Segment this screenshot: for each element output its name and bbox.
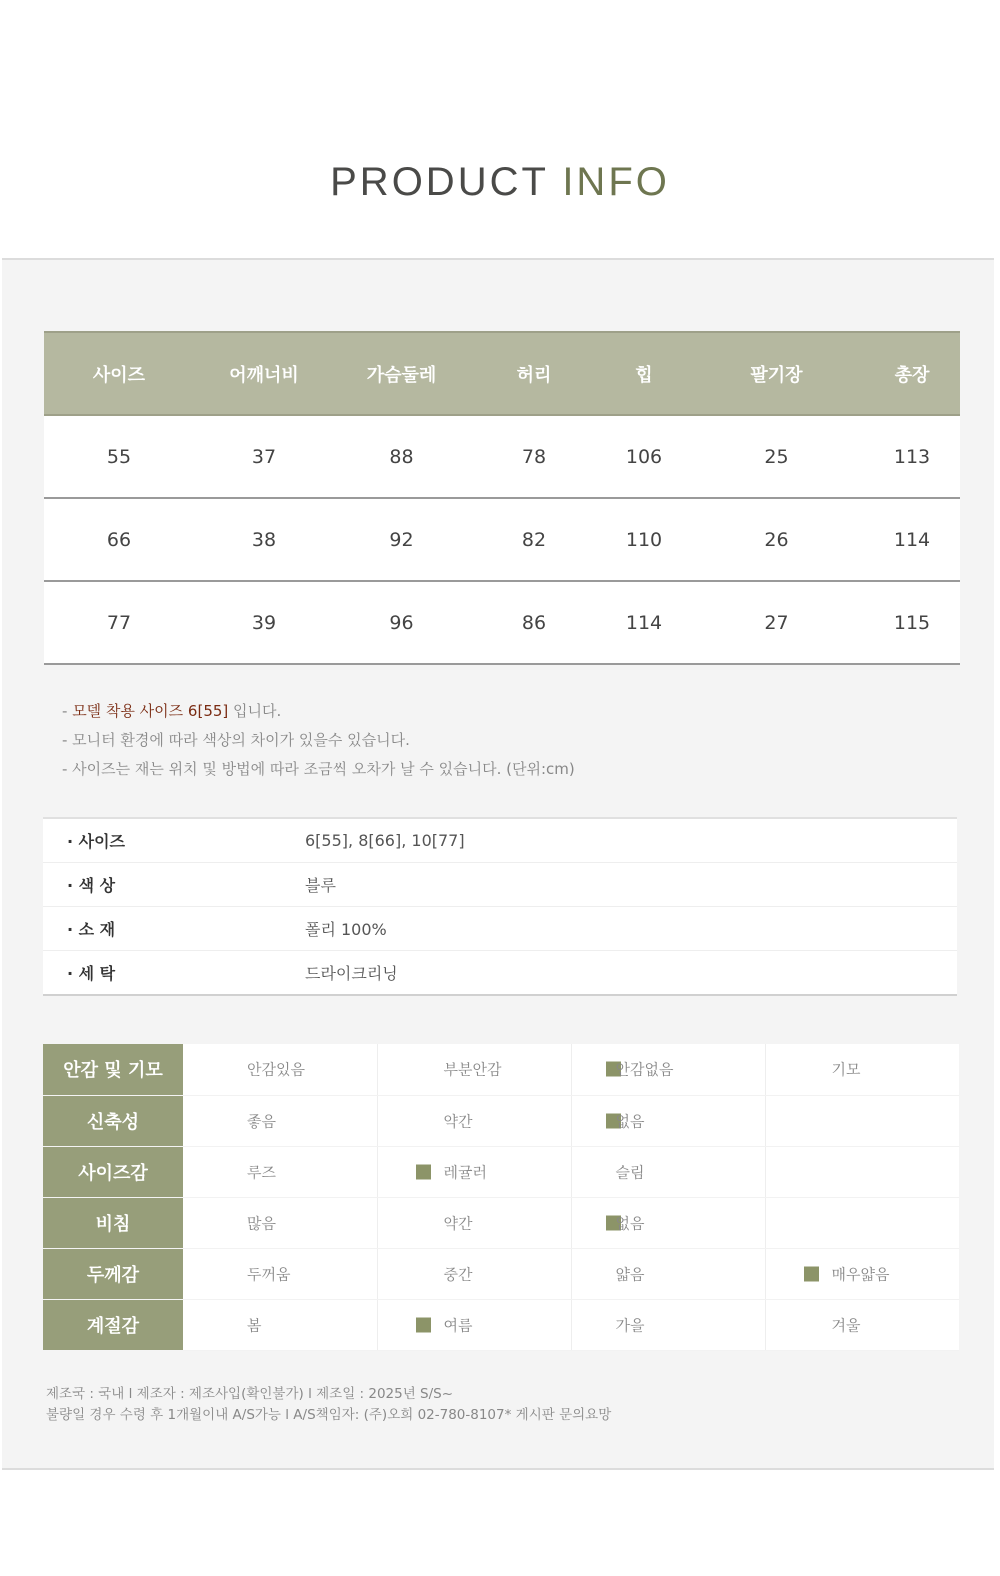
table-cell: 39 (251, 611, 277, 634)
attribute-option-label: 얇음 (615, 1265, 645, 1283)
table-cell: 92 (389, 528, 414, 551)
attribute-option-label: 안감있음 (247, 1060, 305, 1079)
attribute-option-label: 기모 (831, 1060, 861, 1079)
attribute-option-label: 많음 (247, 1214, 276, 1232)
attribute-option (571, 1095, 765, 1146)
spec-value: 폴리 100% (305, 920, 387, 939)
attribute-option (765, 1095, 959, 1146)
table-cell: 114 (893, 528, 931, 551)
spec-value: 블루 (305, 876, 336, 895)
attribute-label: 두께감 (43, 1248, 183, 1299)
page-title (0, 160, 1000, 205)
table-cell: 27 (764, 611, 789, 634)
table-row (44, 415, 960, 498)
product-spec-list (43, 817, 957, 996)
attribute-option (377, 1095, 571, 1146)
selected-marker-icon (416, 1317, 431, 1332)
attribute-option-label: 두꺼움 (247, 1265, 291, 1283)
spec-key: · 소 재 (67, 920, 116, 939)
attribute-option (377, 1197, 571, 1248)
table-row (44, 498, 960, 581)
table-cell: 115 (893, 611, 931, 634)
header-waist: 허리 (516, 364, 552, 386)
title-part-info: INFO (562, 160, 670, 204)
attribute-option (571, 1299, 765, 1350)
attribute-option-label: 가을 (615, 1316, 645, 1334)
table-cell: 106 (625, 445, 663, 468)
note-model-suffix: 입니다. (228, 702, 282, 720)
table-cell: 78 (521, 445, 547, 468)
attribute-table (43, 1044, 959, 1351)
attribute-option (377, 1146, 571, 1197)
table-cell: 66 (106, 528, 132, 551)
header-length: 총장 (894, 364, 930, 386)
header-sleeve: 팔기장 (750, 364, 803, 386)
attribute-option-label: 약간 (443, 1214, 473, 1232)
spec-row-color (43, 863, 957, 907)
attribute-option (377, 1299, 571, 1350)
attribute-option-label: 없음 (615, 1112, 645, 1130)
note-monitor: - 모니터 환경에 따라 색상의 차이가 있을수 있습니다. (62, 731, 410, 749)
attribute-option (765, 1146, 959, 1197)
table-cell: 86 (521, 611, 547, 634)
attribute-option-label: 여름 (443, 1316, 473, 1334)
attribute-option-label: 매우얇음 (831, 1265, 890, 1283)
attribute-option-label: 슬림 (615, 1163, 645, 1181)
table-cell: 55 (106, 445, 132, 468)
attribute-option-label: 레귤러 (443, 1163, 487, 1181)
attribute-row (43, 1146, 959, 1197)
note-measure: - 사이즈는 재는 위치 및 방법에 따라 조금씩 오차가 날 수 있습니다. (단위:cm) (62, 760, 575, 778)
attribute-option (183, 1044, 377, 1095)
footer-manufacture: 제조국 : 국내 l 제조자 : 제조사입(확인불가) l 제조일 : 2025년 S/S~ (46, 1386, 454, 1402)
attribute-row (43, 1197, 959, 1248)
attribute-option-label: 없음 (615, 1214, 645, 1232)
attribute-option (183, 1299, 377, 1350)
table-cell: 37 (251, 445, 277, 468)
attribute-option (377, 1248, 571, 1299)
title-part-product: PRODUCT (330, 160, 549, 204)
attribute-row (43, 1095, 959, 1146)
attribute-option (571, 1248, 765, 1299)
spec-key: · 색 상 (67, 876, 116, 895)
attribute-option (765, 1197, 959, 1248)
note-dash: - (62, 702, 73, 720)
attribute-label: 신축성 (43, 1095, 183, 1146)
attribute-option (571, 1044, 765, 1095)
attribute-option-label: 부분안감 (443, 1060, 502, 1079)
footer-as: 불량일 경우 수령 후 1개월이내 A/S가능 l A/S책임자: (주)오희 02-780-8107* 게시판 문의요망 (46, 1407, 612, 1423)
attribute-option (571, 1197, 765, 1248)
header-hip: 힙 (635, 364, 653, 386)
attribute-option-label: 좋음 (247, 1112, 276, 1130)
size-table-header (44, 332, 960, 415)
size-notes (62, 697, 575, 784)
selected-marker-icon (416, 1164, 431, 1179)
attribute-label: 사이즈감 (43, 1146, 183, 1197)
table-cell: 26 (764, 528, 789, 551)
header-shoulder: 어깨너비 (229, 364, 299, 386)
spec-value: 드라이크리닝 (305, 964, 398, 983)
attribute-option (183, 1146, 377, 1197)
table-cell: 88 (389, 445, 414, 468)
spec-key: · 세 탁 (67, 964, 116, 983)
attribute-row (43, 1044, 959, 1095)
attribute-option-label: 안감없음 (615, 1060, 674, 1079)
spec-value: 6[55], 8[66], 10[77] (305, 831, 465, 850)
table-row (44, 581, 960, 664)
header-chest: 가슴둘레 (366, 364, 437, 386)
selected-marker-icon (804, 1266, 819, 1281)
attribute-row (43, 1248, 959, 1299)
attribute-option (765, 1299, 959, 1350)
table-cell: 110 (625, 528, 663, 551)
spec-row-washing (43, 951, 957, 994)
attribute-option-label: 루즈 (247, 1163, 276, 1181)
attribute-option (183, 1095, 377, 1146)
attribute-option (183, 1248, 377, 1299)
attribute-label: 계절감 (43, 1299, 183, 1350)
note-model-highlight: 모델 착용 사이즈 6[55] (72, 702, 229, 720)
attribute-row (43, 1299, 959, 1350)
table-cell: 114 (625, 611, 663, 634)
attribute-label: 비침 (43, 1197, 183, 1248)
attribute-option (765, 1248, 959, 1299)
attribute-option (377, 1044, 571, 1095)
table-cell: 77 (106, 611, 132, 634)
attribute-label: 안감 및 기모 (43, 1044, 183, 1095)
table-cell: 38 (251, 528, 277, 551)
attribute-option (765, 1044, 959, 1095)
table-cell: 113 (893, 445, 931, 468)
attribute-option (571, 1146, 765, 1197)
attribute-option-label: 봄 (247, 1316, 262, 1334)
attribute-option-label: 겨울 (831, 1316, 861, 1334)
spec-key: · 사이즈 (67, 832, 126, 851)
spec-row-material (43, 907, 957, 951)
table-cell: 82 (521, 528, 547, 551)
footer-info (46, 1384, 611, 1426)
attribute-option-label: 중간 (443, 1265, 473, 1283)
attribute-option (183, 1197, 377, 1248)
table-cell: 25 (764, 445, 789, 468)
spec-row-size (43, 819, 957, 863)
size-table (44, 331, 960, 665)
attribute-option-label: 약간 (443, 1112, 473, 1130)
note-model-size (62, 697, 575, 726)
table-cell: 96 (389, 611, 414, 634)
header-size: 사이즈 (92, 364, 146, 386)
